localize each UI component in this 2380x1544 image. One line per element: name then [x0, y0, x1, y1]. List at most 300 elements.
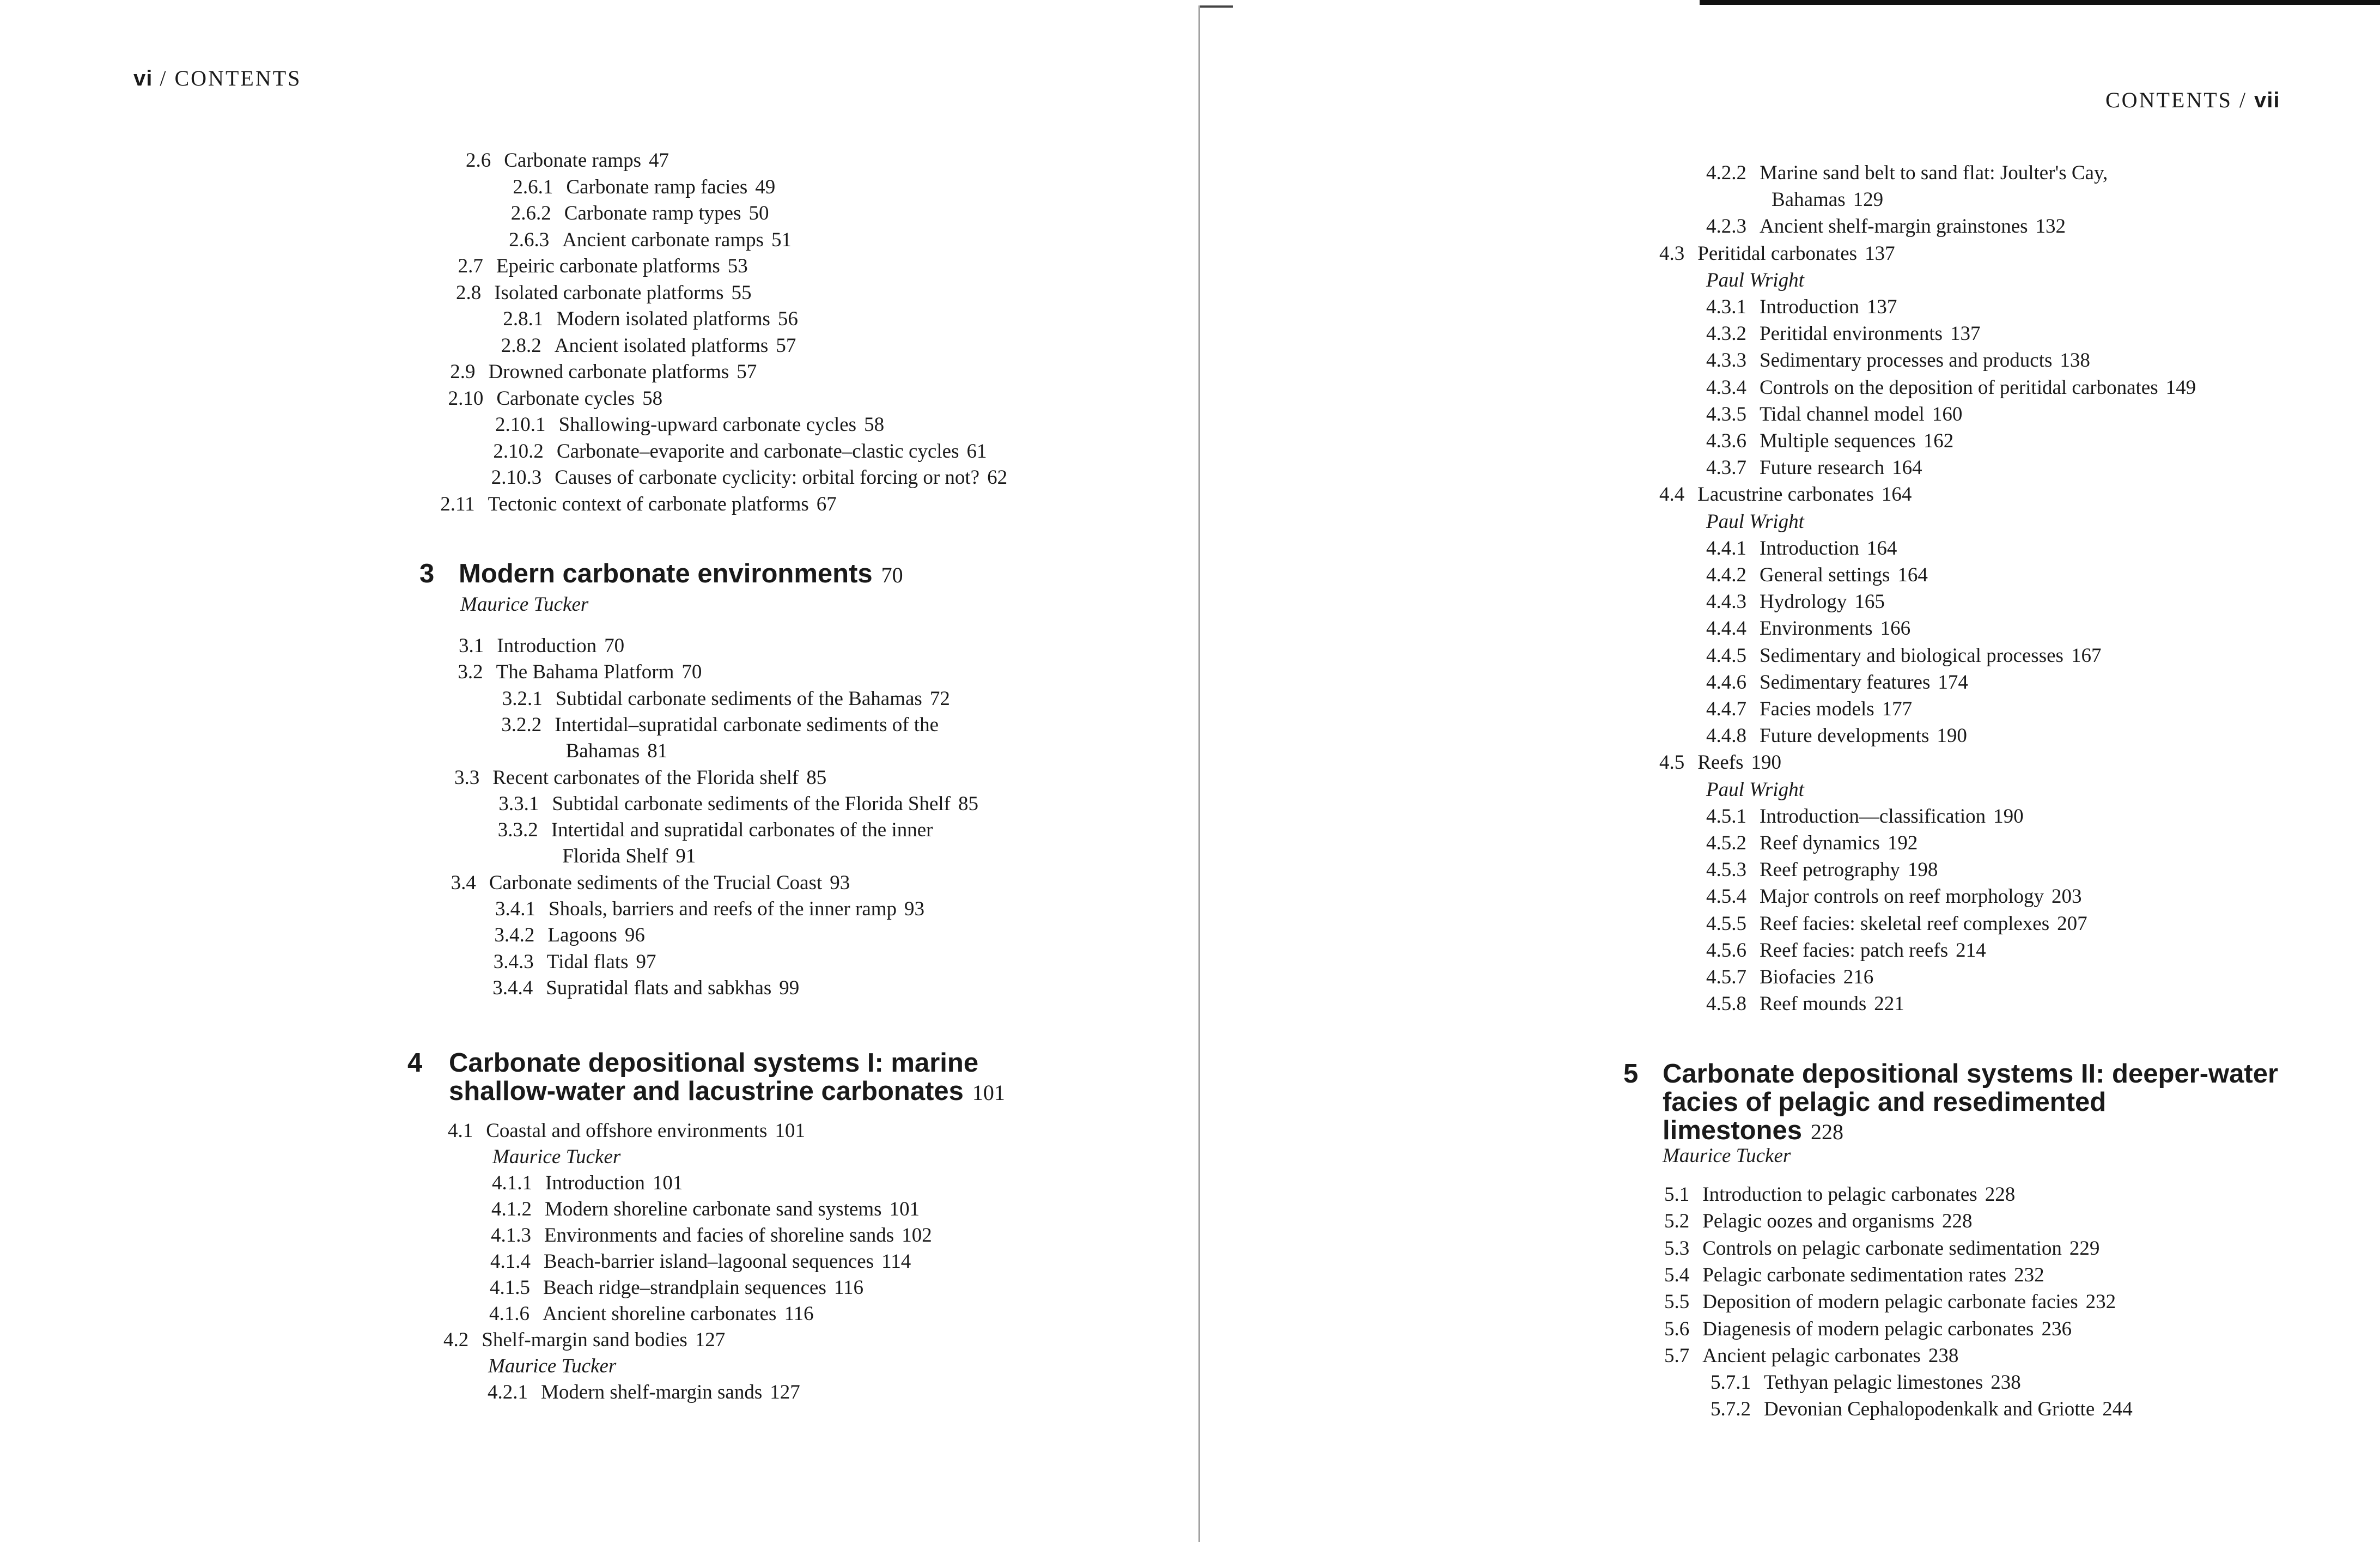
section-number: 4.4.1 [1706, 537, 1746, 560]
running-head-label: CONTENTS [2105, 88, 2232, 112]
right-page [1193, 0, 2380, 1544]
section-number: 4.5.5 [1706, 912, 1746, 935]
section-number: 4.3.6 [1706, 430, 1746, 452]
section-title: Biofacies [1760, 966, 1836, 988]
page-number: 228 [1985, 1183, 2016, 1206]
page-number: 174 [1938, 671, 1968, 694]
toc-entry [492, 1145, 620, 1170]
page-number: 49 [755, 175, 776, 198]
toc-entry [1772, 187, 1883, 212]
page-number: 58 [864, 414, 885, 436]
toc-entry [448, 1119, 805, 1144]
section-number: 5.2 [1664, 1210, 1690, 1233]
toc-entry [488, 1380, 800, 1405]
section-title: Ancient shelf-margin grainstones [1760, 215, 2028, 238]
section-number: 4.5 [1659, 751, 1685, 774]
section-title: Carbonate ramp types [564, 202, 741, 224]
section-number: 4.5.2 [1706, 832, 1746, 854]
section-title: Environments [1760, 617, 1873, 640]
section-number: 3.4.3 [493, 950, 534, 973]
toc-entry [502, 686, 950, 712]
section-number: 4.5.6 [1706, 939, 1746, 962]
section-title: Peritidal environments [1760, 323, 1943, 345]
section-title: Beach-barrier island–lagoonal sequences [544, 1250, 874, 1273]
page-number: 61 [966, 440, 987, 463]
section-number: 3.4.1 [495, 898, 535, 920]
page-number: 56 [777, 308, 798, 330]
chapter-title-line-2: shallow-water and lacustrine carbonates [449, 1077, 964, 1106]
section-title: Shallowing-upward carbonate cycles [558, 414, 857, 436]
section-number: 2.8.1 [503, 308, 544, 330]
section-title: Reefs [1697, 751, 1744, 774]
toc-entry [1659, 241, 1895, 266]
section-number: 4.1.1 [492, 1172, 532, 1194]
toc-entry [1706, 724, 1967, 749]
toc-entry [490, 1249, 911, 1274]
section-title: Sedimentary processes and products [1760, 349, 2053, 372]
chapter-heading-5 [1623, 1060, 2375, 1147]
section-title: Lacustrine carbonates [1697, 483, 1874, 506]
section-number: 5.1 [1664, 1183, 1690, 1206]
section-title: Carbonate cycles [496, 387, 635, 410]
toc-entry [1706, 536, 1897, 561]
section-number: 2.10.2 [493, 440, 544, 463]
toc-entry [1706, 643, 2101, 668]
toc-entry [1706, 965, 1873, 990]
toc-entry [1706, 295, 1897, 320]
separator: / [160, 66, 168, 90]
chapter-title-line-2: facies of pelagic and resedimented [1663, 1087, 2107, 1117]
section-title: Marine sand belt to sand flat: Joulter's Cay, [1760, 162, 2108, 184]
section-number: 5.5 [1664, 1291, 1690, 1314]
section-number: 4.5.8 [1706, 993, 1746, 1016]
section-number: 4.3.2 [1706, 323, 1746, 345]
section-number: 4.4.7 [1706, 698, 1746, 720]
section-number: 4.3 [1659, 242, 1685, 265]
page-number: 85 [958, 792, 979, 815]
section-number: 2.10.3 [491, 466, 542, 489]
page-number: 190 [1937, 725, 1967, 747]
page-number: 96 [624, 924, 645, 947]
section-title: Florida Shelf [562, 845, 668, 868]
page-number: 137 [1865, 242, 1895, 265]
toc-entry [493, 439, 987, 464]
page-number: 58 [642, 387, 663, 410]
page-number: 190 [1751, 751, 1781, 774]
section-title: Introduction [545, 1172, 645, 1194]
page-number: 93 [904, 898, 925, 920]
toc-entry [1711, 1370, 2021, 1395]
toc-entry [488, 1354, 616, 1379]
toc-entry [1706, 161, 2108, 186]
section-title: Hydrology [1760, 591, 1847, 613]
toc-entry [498, 818, 933, 843]
toc-entry [562, 844, 696, 869]
toc-entry [1706, 268, 1804, 293]
page-number: 137 [1950, 323, 1981, 345]
section-title: Facies models [1760, 698, 1874, 720]
page-number: 50 [748, 202, 769, 224]
section-number: 2.7 [458, 255, 483, 277]
section-number: 4.5.4 [1706, 885, 1746, 908]
section-title: Major controls on reef morphology [1760, 885, 2044, 908]
section-number: 4.1.3 [491, 1224, 531, 1247]
toc-entry [494, 923, 644, 948]
section-title: Controls on pelagic carbonate sedimentation [1702, 1237, 2062, 1260]
toc-entry [490, 1275, 863, 1300]
toc-entry [1706, 563, 1928, 588]
toc-entry [1659, 750, 1781, 775]
page-number: 164 [1897, 564, 1928, 586]
page-number: 137 [1866, 296, 1897, 318]
section-title: Ancient isolated platforms [554, 334, 769, 357]
toc-entry [1706, 831, 1918, 856]
section-title: Pelagic carbonate sedimentation rates [1702, 1263, 2007, 1286]
chapter-number: 3 [419, 559, 435, 588]
section-title: Subtidal carbonate sediments of the Bahamas [555, 687, 922, 710]
toc-entry [1706, 348, 2090, 373]
section-title: Intertidal and supratidal carbonates of the inner [551, 819, 933, 842]
section-title: Lagoons [547, 924, 617, 947]
page-number: 207 [2057, 912, 2087, 935]
section-number: 4.3.1 [1706, 296, 1746, 318]
toc-entry [503, 307, 798, 332]
section-number: 4.2.3 [1706, 215, 1746, 238]
page-number: 57 [776, 334, 796, 357]
section-number: 3.2 [458, 661, 483, 684]
toc-entry [458, 254, 748, 279]
page-number: 190 [1993, 805, 2024, 828]
toc-entry [1706, 321, 1981, 347]
section-number: 4.1.5 [490, 1276, 530, 1299]
chapter-title-line-1: Carbonate depositional systems II: deeper-water [1663, 1059, 2279, 1089]
section-number: 4.4.5 [1706, 644, 1746, 667]
section-title: Introduction [1760, 537, 1859, 560]
section-title: Supratidal flats and sabkhas [546, 976, 772, 999]
section-number: 3.4 [451, 871, 476, 894]
toc-entry [511, 201, 769, 226]
section-title: Reef mounds [1760, 993, 1867, 1016]
toc-entry [1659, 482, 1912, 507]
toc-entry [1664, 1317, 2072, 1342]
toc-entry [1706, 429, 1953, 454]
section-number: 2.8.2 [501, 334, 541, 357]
section-title: Environments and facies of shoreline sands [544, 1224, 894, 1247]
page-number: 116 [784, 1303, 814, 1325]
section-title: Introduction [1760, 296, 1859, 318]
toc-entry [1706, 858, 1938, 883]
page-number: 198 [1907, 859, 1938, 882]
page-number: 47 [648, 149, 669, 172]
section-number: 2.6 [466, 149, 491, 172]
chapter-title: Modern carbonate environments [459, 559, 873, 588]
section-number: 2.10.1 [495, 414, 546, 436]
toc-entry [498, 792, 978, 817]
section-title: Introduction to pelagic carbonates [1702, 1183, 1977, 1206]
page-number: 216 [1843, 966, 1874, 988]
section-title: Tidal channel model [1760, 403, 1925, 425]
section-title: Future research [1760, 457, 1885, 479]
section-title: Modern shoreline carbonate sand systems [545, 1198, 882, 1220]
page-number: 214 [1956, 939, 1986, 962]
toc-entry [456, 281, 751, 306]
page-number: 138 [2060, 349, 2090, 372]
page-number: 164 [1866, 537, 1897, 560]
toc-entry [1664, 1263, 2044, 1288]
section-title: Introduction—classification [1760, 805, 1986, 828]
page-number: 166 [1880, 617, 1911, 640]
page-number: 165 [1854, 591, 1885, 613]
chapter-title-line-1: Carbonate depositional systems I: marine [449, 1048, 979, 1078]
section-number: 3.2.2 [501, 713, 542, 736]
toc-entry [450, 360, 757, 385]
section-title: General settings [1760, 564, 1890, 586]
section-title: Shoals, barriers and reefs of the inner ramp [549, 898, 897, 920]
section-number: 2.6.1 [513, 175, 553, 198]
chapter-heading-4 [407, 1049, 1181, 1109]
page-number: 228 [1942, 1210, 1973, 1233]
section-title: Recent carbonates of the Florida shelf [492, 766, 799, 789]
page-number: 127 [770, 1381, 800, 1403]
section-title: Shelf-margin sand bodies [482, 1329, 687, 1351]
section-number: 4.4 [1659, 483, 1685, 506]
toc-entry [448, 386, 663, 411]
page-number: 114 [881, 1250, 911, 1273]
section-title: Ancient pelagic carbonates [1702, 1344, 1921, 1367]
section-title: Carbonate sediments of the Trucial Coast [489, 871, 823, 894]
page-number: 177 [1882, 698, 1913, 720]
page-number: 91 [675, 845, 696, 868]
section-title: Tidal flats [546, 950, 629, 973]
page-number: 229 [2069, 1237, 2100, 1260]
section-number: 4.2.1 [488, 1381, 528, 1403]
section-title: The Bahama Platform [496, 661, 674, 684]
toc-entry [1706, 589, 1885, 615]
page-number: 129 [1853, 189, 1884, 211]
section-number: 4.3.5 [1706, 403, 1746, 425]
section-title: Devonian Cephalopodenkalk and Griotte [1764, 1398, 2095, 1421]
toc-entry [1664, 1236, 2099, 1261]
section-number: 3.4.2 [494, 924, 535, 947]
chapter-page: 228 [1810, 1120, 1843, 1144]
toc-entry [566, 739, 668, 764]
folio: vi [133, 66, 153, 90]
section-title: Reef facies: skeletal reef complexes [1760, 912, 2050, 935]
chapter-title-line-3: limestones [1663, 1116, 1802, 1145]
section-number: 4.1.6 [489, 1303, 529, 1325]
page-number: 101 [775, 1120, 805, 1142]
section-title: Coastal and offshore environments [486, 1120, 768, 1142]
page-number: 192 [1887, 832, 1918, 854]
toc-entry [1706, 509, 1804, 534]
section-title: Carbonate ramp facies [566, 175, 748, 198]
section-title: Reef dynamics [1760, 832, 1880, 854]
section-number: 4.1.4 [490, 1250, 531, 1273]
section-title: Tectonic context of carbonate platforms [488, 493, 809, 515]
toc-entry [1706, 375, 2196, 400]
separator: / [2239, 88, 2248, 112]
page-number: 160 [1932, 403, 1963, 425]
toc-entry [1706, 697, 1912, 722]
toc-entry [1706, 884, 2082, 909]
toc-entry [495, 897, 924, 922]
toc-entry [501, 333, 796, 358]
section-number: 5.3 [1664, 1237, 1690, 1260]
chapter-page: 70 [881, 563, 903, 587]
page-number: 55 [731, 281, 752, 304]
toc-entry [1706, 938, 1986, 963]
toc-entry [1711, 1397, 2133, 1422]
page-number: 236 [2041, 1317, 2072, 1340]
section-title: Peritidal carbonates [1697, 242, 1858, 265]
running-head-left [133, 65, 301, 91]
toc-entry [1664, 1290, 2116, 1315]
section-number: 5.7.2 [1711, 1398, 1751, 1421]
running-head-label: CONTENTS [174, 66, 302, 90]
section-title: Carbonate ramps [504, 149, 641, 172]
section-title: Controls on the deposition of peritidal carbonates [1760, 376, 2158, 399]
page-number: 70 [604, 635, 625, 657]
section-title: Introduction [497, 635, 597, 657]
section-author: Paul Wright [1706, 510, 1804, 533]
section-number: 4.4.8 [1706, 725, 1746, 747]
section-title: Sedimentary features [1760, 671, 1931, 694]
chapter-heading-3 [419, 560, 1182, 592]
section-number: 4.5.3 [1706, 859, 1746, 882]
page-number: 97 [636, 950, 656, 973]
page-number: 93 [830, 871, 850, 894]
section-title: Ancient carbonate ramps [562, 228, 764, 251]
section-number: 5.7.1 [1711, 1371, 1751, 1394]
toc-entry [451, 871, 850, 896]
chapter-number: 4 [407, 1048, 423, 1078]
section-number: 2.10 [448, 387, 484, 410]
folio: vii [2254, 88, 2280, 112]
toc-entry [1664, 1209, 1973, 1234]
section-number: 3.3.1 [498, 792, 539, 815]
section-number: 3.2.1 [502, 687, 543, 710]
toc-entry [491, 465, 1007, 490]
page-number: 116 [833, 1276, 864, 1299]
section-number: 4.2 [443, 1329, 469, 1351]
page-number: 101 [889, 1198, 920, 1220]
toc-entry [443, 1328, 725, 1353]
section-title: Epeiric carbonate platforms [496, 255, 720, 277]
page-number: 51 [771, 228, 792, 251]
section-number: 4.3.7 [1706, 457, 1746, 479]
toc-entry [1706, 992, 1904, 1017]
section-title: Subtidal carbonate sediments of the Florida Shelf [552, 792, 951, 815]
page-number: 72 [929, 687, 950, 710]
toc-entry [1706, 616, 1910, 641]
section-title: Sedimentary and biological processes [1760, 644, 2064, 667]
section-title: Beach ridge–strandplain sequences [543, 1276, 826, 1299]
page-number: 53 [727, 255, 748, 277]
page-number: 162 [1923, 430, 1954, 452]
page-number: 238 [1928, 1344, 1959, 1367]
page-number: 203 [2052, 885, 2082, 908]
toc-entry [1706, 804, 2024, 829]
section-number: 4.4.2 [1706, 564, 1746, 586]
chapter-author: Maurice Tucker [1663, 1145, 1791, 1167]
section-title: Intertidal–supratidal carbonate sediments of the [555, 713, 939, 736]
chapter-author: Maurice Tucker [460, 593, 589, 616]
page-number: 164 [1892, 457, 1922, 479]
section-number: 4.3.3 [1706, 349, 1746, 372]
section-title: Drowned carbonate platforms [488, 361, 729, 383]
toc-entry [1664, 1182, 2015, 1207]
section-title: Pelagic oozes and organisms [1702, 1210, 1935, 1233]
section-number: 4.5.1 [1706, 805, 1746, 828]
toc-entry [1706, 455, 1922, 481]
section-author: Maurice Tucker [492, 1146, 621, 1168]
toc-entry [1706, 911, 2087, 937]
toc-entry [492, 976, 799, 1001]
section-number: 3.3.2 [497, 819, 538, 842]
section-number: 3.4.4 [492, 976, 533, 999]
toc-entry [1706, 777, 1804, 803]
section-title: Isolated carbonate platforms [494, 281, 724, 304]
section-title: Deposition of modern pelagic carbonate facies [1702, 1291, 2078, 1314]
toc-entry [458, 660, 702, 685]
toc-entry [440, 492, 837, 517]
section-author: Paul Wright [1706, 778, 1804, 801]
toc-entry [1706, 402, 1962, 427]
section-number: 5.4 [1664, 1263, 1690, 1286]
page-number: 132 [2035, 215, 2066, 238]
section-title: Reef facies: patch reefs [1760, 939, 1949, 962]
toc-entry [1664, 1344, 1958, 1369]
section-number: 4.4.3 [1706, 591, 1746, 613]
page-number: 127 [695, 1329, 726, 1351]
section-title: Reef petrography [1760, 859, 1900, 882]
section-number: 4.1 [448, 1120, 473, 1142]
page-number: 57 [736, 361, 757, 383]
section-number: 4.5.7 [1706, 966, 1746, 988]
page-number: 85 [806, 766, 827, 789]
page-number: 70 [681, 661, 702, 684]
toc-entry [454, 765, 826, 791]
section-title: Modern shelf-margin sands [541, 1381, 763, 1403]
section-number: 4.2.2 [1706, 162, 1746, 184]
page-number: 221 [1874, 993, 1904, 1016]
toc-entry [1706, 670, 1968, 695]
section-number: 2.9 [450, 361, 476, 383]
section-number: 4.3.4 [1706, 376, 1746, 399]
section-title: Ancient shoreline carbonates [543, 1303, 777, 1325]
section-title: Causes of carbonate cyclicity: orbital forcing or not? [555, 466, 980, 489]
section-title: Diagenesis of modern pelagic carbonates [1702, 1317, 2034, 1340]
toc-entry [1706, 214, 2066, 239]
section-title: Modern isolated platforms [556, 308, 770, 330]
section-number: 2.6.3 [509, 228, 550, 251]
section-number: 2.11 [440, 493, 475, 515]
section-number: 3.1 [459, 635, 484, 657]
page-number: 232 [2085, 1291, 2116, 1314]
page-number: 232 [2014, 1263, 2044, 1286]
section-title: Tethyan pelagic limestones [1764, 1371, 1983, 1394]
section-title: Multiple sequences [1760, 430, 1916, 452]
section-number: 4.4.6 [1706, 671, 1746, 694]
section-number: 5.6 [1664, 1317, 1690, 1340]
toc-entry [466, 148, 669, 173]
section-author: Maurice Tucker [488, 1355, 617, 1377]
page-number: 167 [2071, 644, 2102, 667]
page-number: 81 [647, 740, 668, 763]
chapter-page: 101 [972, 1080, 1005, 1105]
page-number: 102 [902, 1224, 932, 1247]
toc-entry [501, 713, 939, 738]
